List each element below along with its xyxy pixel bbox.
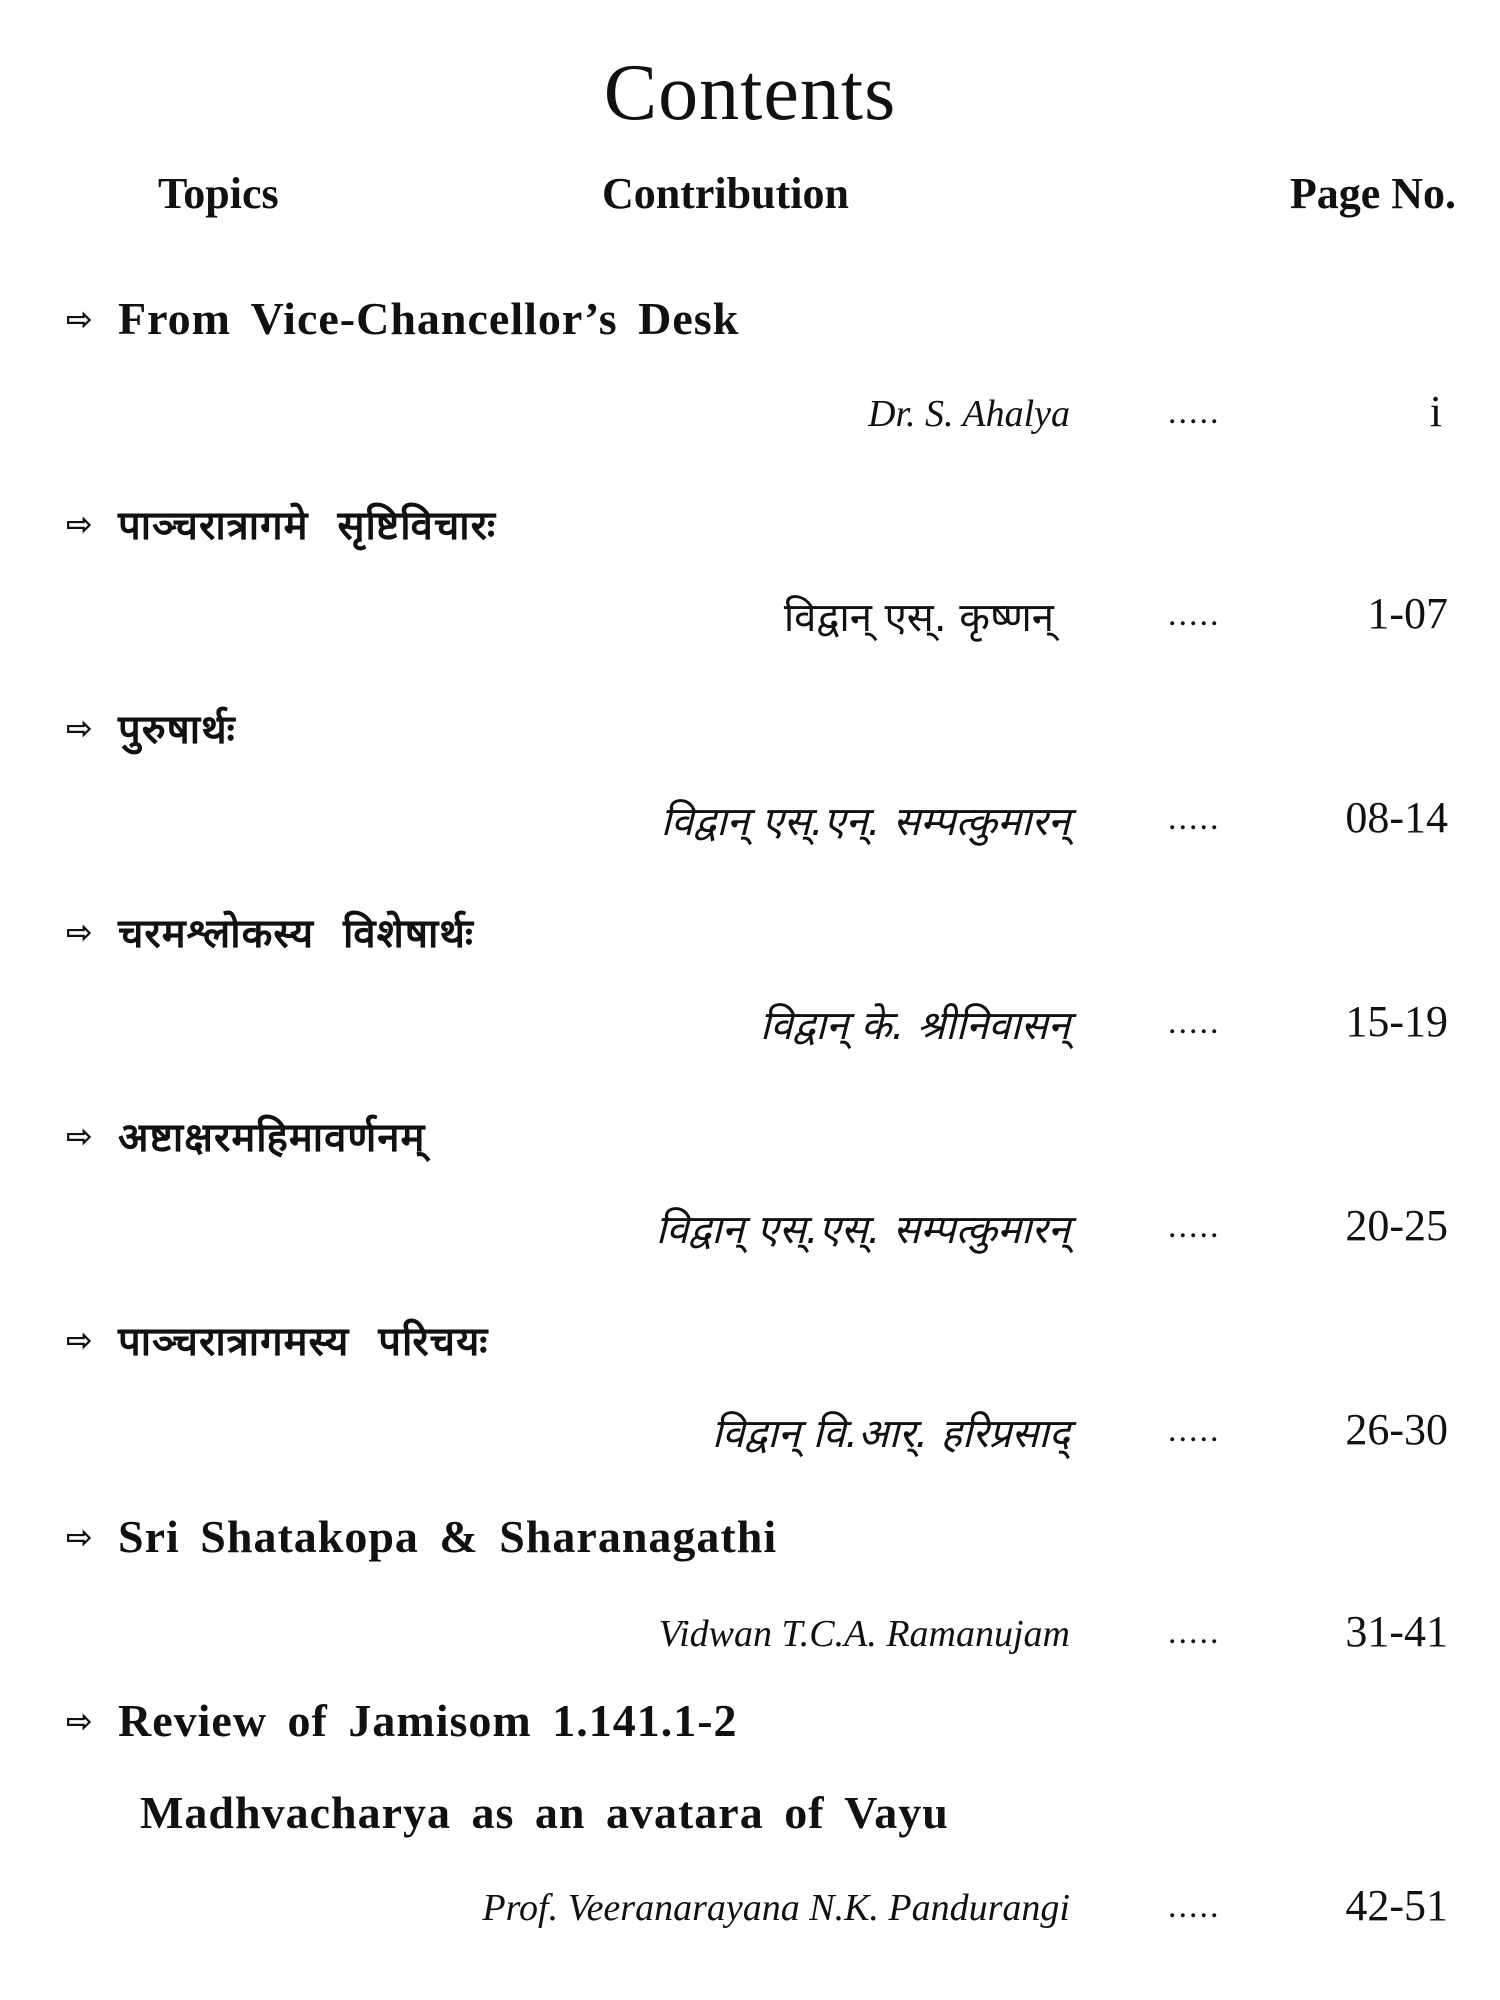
toc-entry-title[interactable] (66, 700, 236, 755)
toc-entry-title[interactable] (66, 1312, 488, 1367)
toc-entry-title[interactable] (66, 292, 739, 345)
page-number: 20-25 (1345, 1201, 1448, 1250)
arrow-right-icon: ⇨ (66, 912, 93, 951)
page-title: Contents (603, 49, 897, 137)
dot-leader: ..... (1168, 1208, 1221, 1245)
topic-text: From Vice-Chancellor’s Desk (118, 293, 740, 344)
topic-subtitle: Madhvacharya as an avatara of Vayu (140, 1787, 949, 1838)
page-number: 42-51 (1345, 1881, 1448, 1930)
topic-text: पुरुषार्थः (118, 707, 236, 753)
page-number: i (1429, 387, 1442, 436)
dot-leader: ..... (1168, 596, 1221, 633)
dot-leader: ..... (1168, 1888, 1221, 1925)
page-number: 15-19 (1345, 997, 1448, 1046)
topic-text: अष्टाक्षरमहिमावर्णनम् (118, 1115, 426, 1161)
arrow-right-icon: ⇨ (66, 504, 93, 543)
topic-text: पाञ्चरात्रागमस्य परिचयः (118, 1319, 489, 1365)
topic-text: पाञ्चरात्रागमे सृष्टिविचारः (118, 503, 497, 549)
column-header-topics: Topics (158, 169, 279, 218)
dot-leader: ..... (1168, 1614, 1221, 1651)
column-header-page-no: Page No. (1289, 169, 1456, 218)
arrow-right-icon: ⇨ (66, 1701, 93, 1740)
toc-entry-title[interactable] (66, 904, 474, 959)
toc-entry-title[interactable] (66, 496, 496, 551)
dot-leader: ..... (1168, 1412, 1221, 1449)
toc-entry-title[interactable] (66, 1694, 738, 1747)
author-name: विद्वान् एस्. कृष्णन् (783, 595, 1054, 641)
page-number: 31-41 (1345, 1607, 1448, 1656)
author-name: Vidwan T.C.A. Ramanujam (658, 1613, 1070, 1655)
author-name: Prof. Veeranarayana N.K. Pandurangi (482, 1887, 1070, 1929)
author-name: विद्वान् वि.आर्. हरिप्रसाद् (711, 1411, 1070, 1457)
author-name: विद्वान् के. श्रीनिवासन् (759, 1003, 1070, 1049)
author-name: विद्वान् एस्.एस्. सम्पत्कुमारन् (655, 1207, 1070, 1253)
arrow-right-icon: ⇨ (66, 1517, 93, 1556)
arrow-right-icon: ⇨ (66, 299, 93, 338)
dot-leader: ..... (1168, 1004, 1221, 1041)
page-number: 26-30 (1345, 1405, 1448, 1454)
dot-leader: ..... (1168, 394, 1221, 431)
toc-entry-title[interactable] (66, 1510, 777, 1563)
topic-text: Review of Jamisom 1.141.1-2 (118, 1695, 738, 1746)
author-name: Dr. S. Ahalya (868, 393, 1070, 435)
page-number: 08-14 (1345, 793, 1448, 842)
arrow-right-icon: ⇨ (66, 1116, 93, 1155)
arrow-right-icon: ⇨ (66, 1320, 93, 1359)
author-name: विद्वान् एस्.एन्. सम्पत्कुमारन् (660, 799, 1070, 845)
toc-entry-title[interactable] (66, 1108, 425, 1163)
column-header-contribution: Contribution (602, 169, 849, 218)
topic-text: Sri Shatakopa & Sharanagathi (118, 1511, 778, 1562)
arrow-right-icon: ⇨ (66, 708, 93, 747)
page-number: 1-07 (1367, 589, 1448, 638)
topic-text: चरमश्लोकस्य विशेषार्थः (118, 911, 474, 957)
dot-leader: ..... (1168, 800, 1221, 837)
